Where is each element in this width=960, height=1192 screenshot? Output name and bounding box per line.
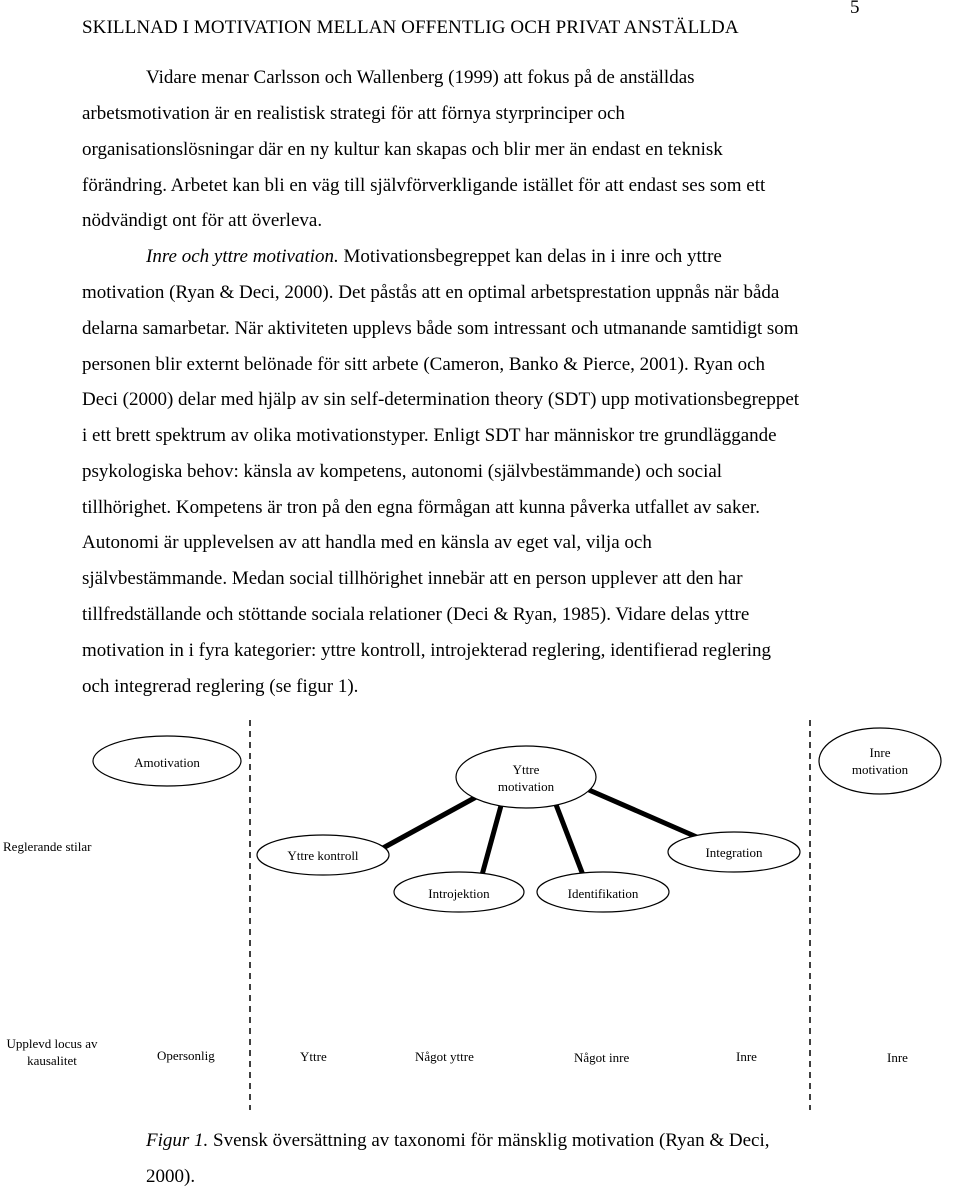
- node-integration: Integration: [705, 845, 763, 860]
- text-line: Vidare menar Carlsson och Wallenberg (1999) att fokus på de anställdas: [146, 67, 695, 88]
- node-amotivation: Amotivation: [134, 755, 200, 770]
- text-line: förändring. Arbetet kan bli en väg till självförverkligande istället för att endast ses som ett: [82, 175, 766, 196]
- text-line: delarna samarbetar. När aktiviteten upplevs både som intressant och utmanande samtidigt som: [82, 318, 799, 339]
- text-line: arbetsmotivation är en realistisk strategi för att förnya styrprinciper och: [82, 103, 625, 124]
- section-heading-line: [146, 246, 722, 268]
- figure-caption-continued: 2000).: [146, 1166, 196, 1187]
- text-line: och integrerad reglering (se figur 1).: [82, 676, 359, 697]
- node-identifikation: Identifikation: [567, 886, 639, 901]
- running-head: SKILLNAD I MOTIVATION MELLAN OFFENTLIG OCH PRIVAT ANSTÄLLDA: [82, 17, 739, 38]
- text-line: organisationslösningar där en ny kultur kan skapas och blir mer än endast en teknisk: [82, 139, 723, 160]
- caption-label: Figur 1.: [146, 1130, 209, 1151]
- locus-nagot-inre: Något inre: [574, 1050, 630, 1065]
- row-label-reglerande-stilar: Reglerande stilar: [3, 839, 92, 854]
- motivation-taxonomy-figure: [0, 715, 960, 1110]
- text-line: självbestämmande. Medan social tillhörighet innebär att en person upplever att den har: [82, 568, 743, 589]
- node-yttre-kontroll: Yttre kontroll: [287, 848, 359, 863]
- text-line: personen blir externt belönade för sitt arbete (Cameron, Banko & Pierce, 2001). Ryan och: [82, 354, 766, 375]
- text-line: Deci (2000) delar med hjälp av sin self-determination theory (SDT) upp motivationsbegreppet: [82, 389, 800, 410]
- row-label-locus: [0, 1035, 104, 1069]
- text-line: tillfredställande och stöttande sociala relationer (Deci & Ryan, 1985). Vidare delas yttre: [82, 604, 750, 625]
- node-yttre-motivation: [456, 761, 596, 795]
- locus-inre: Inre: [736, 1049, 757, 1064]
- text-run: Motivationsbegreppet kan delas in i inre och yttre: [338, 246, 722, 267]
- text-line: i ett brett spektrum av olika motivationstyper. Enligt SDT har människor tre grundläggande: [82, 425, 777, 446]
- row-label-line: kausalitet: [27, 1053, 77, 1068]
- page-number: 5: [850, 0, 860, 18]
- node-label-line: motivation: [851, 762, 909, 777]
- text-line: Autonomi är upplevelsen av att handla med en känsla av eget val, vilja och: [82, 532, 652, 553]
- text-line: nödvändigt ont för att överleva.: [82, 210, 323, 231]
- figure-caption: [146, 1130, 770, 1152]
- node-label-line: Yttre: [512, 762, 540, 777]
- text-line: motivation in i fyra kategorier: yttre kontroll, introjekterad reglering, identifierad reglering: [82, 640, 772, 661]
- text-line: psykologiska behov: känsla av kompetens, autonomi (självbestämmande) och social: [82, 461, 723, 482]
- locus-inre-right: Inre: [887, 1050, 908, 1065]
- node-label-line: Inre: [869, 745, 891, 760]
- connector-integration: [589, 790, 699, 838]
- row-label-line: Upplevd locus av: [6, 1036, 98, 1051]
- connector-identifikation: [555, 802, 583, 875]
- text-line: motivation (Ryan & Deci, 2000). Det påstås att en optimal arbetsprestation uppnås när båda: [82, 282, 780, 303]
- locus-nagot-yttre: Något yttre: [415, 1049, 474, 1064]
- locus-opersonlig: Opersonlig: [157, 1048, 215, 1063]
- node-introjektion: Introjektion: [428, 886, 490, 901]
- node-label-line: motivation: [497, 779, 555, 794]
- connector-yttre-kontroll: [383, 796, 478, 848]
- section-heading: Inre och yttre motivation.: [146, 246, 339, 267]
- connector-introjektion: [482, 802, 502, 875]
- node-inre-motivation: [819, 744, 941, 778]
- caption-text: Svensk översättning av taxonomi för mänsklig motivation (Ryan & Deci,: [208, 1130, 770, 1151]
- text-line: tillhörighet. Kompetens är tron på den egna förmågan att kunna påverka utfallet av saker.: [82, 497, 760, 518]
- locus-yttre: Yttre: [300, 1049, 327, 1064]
